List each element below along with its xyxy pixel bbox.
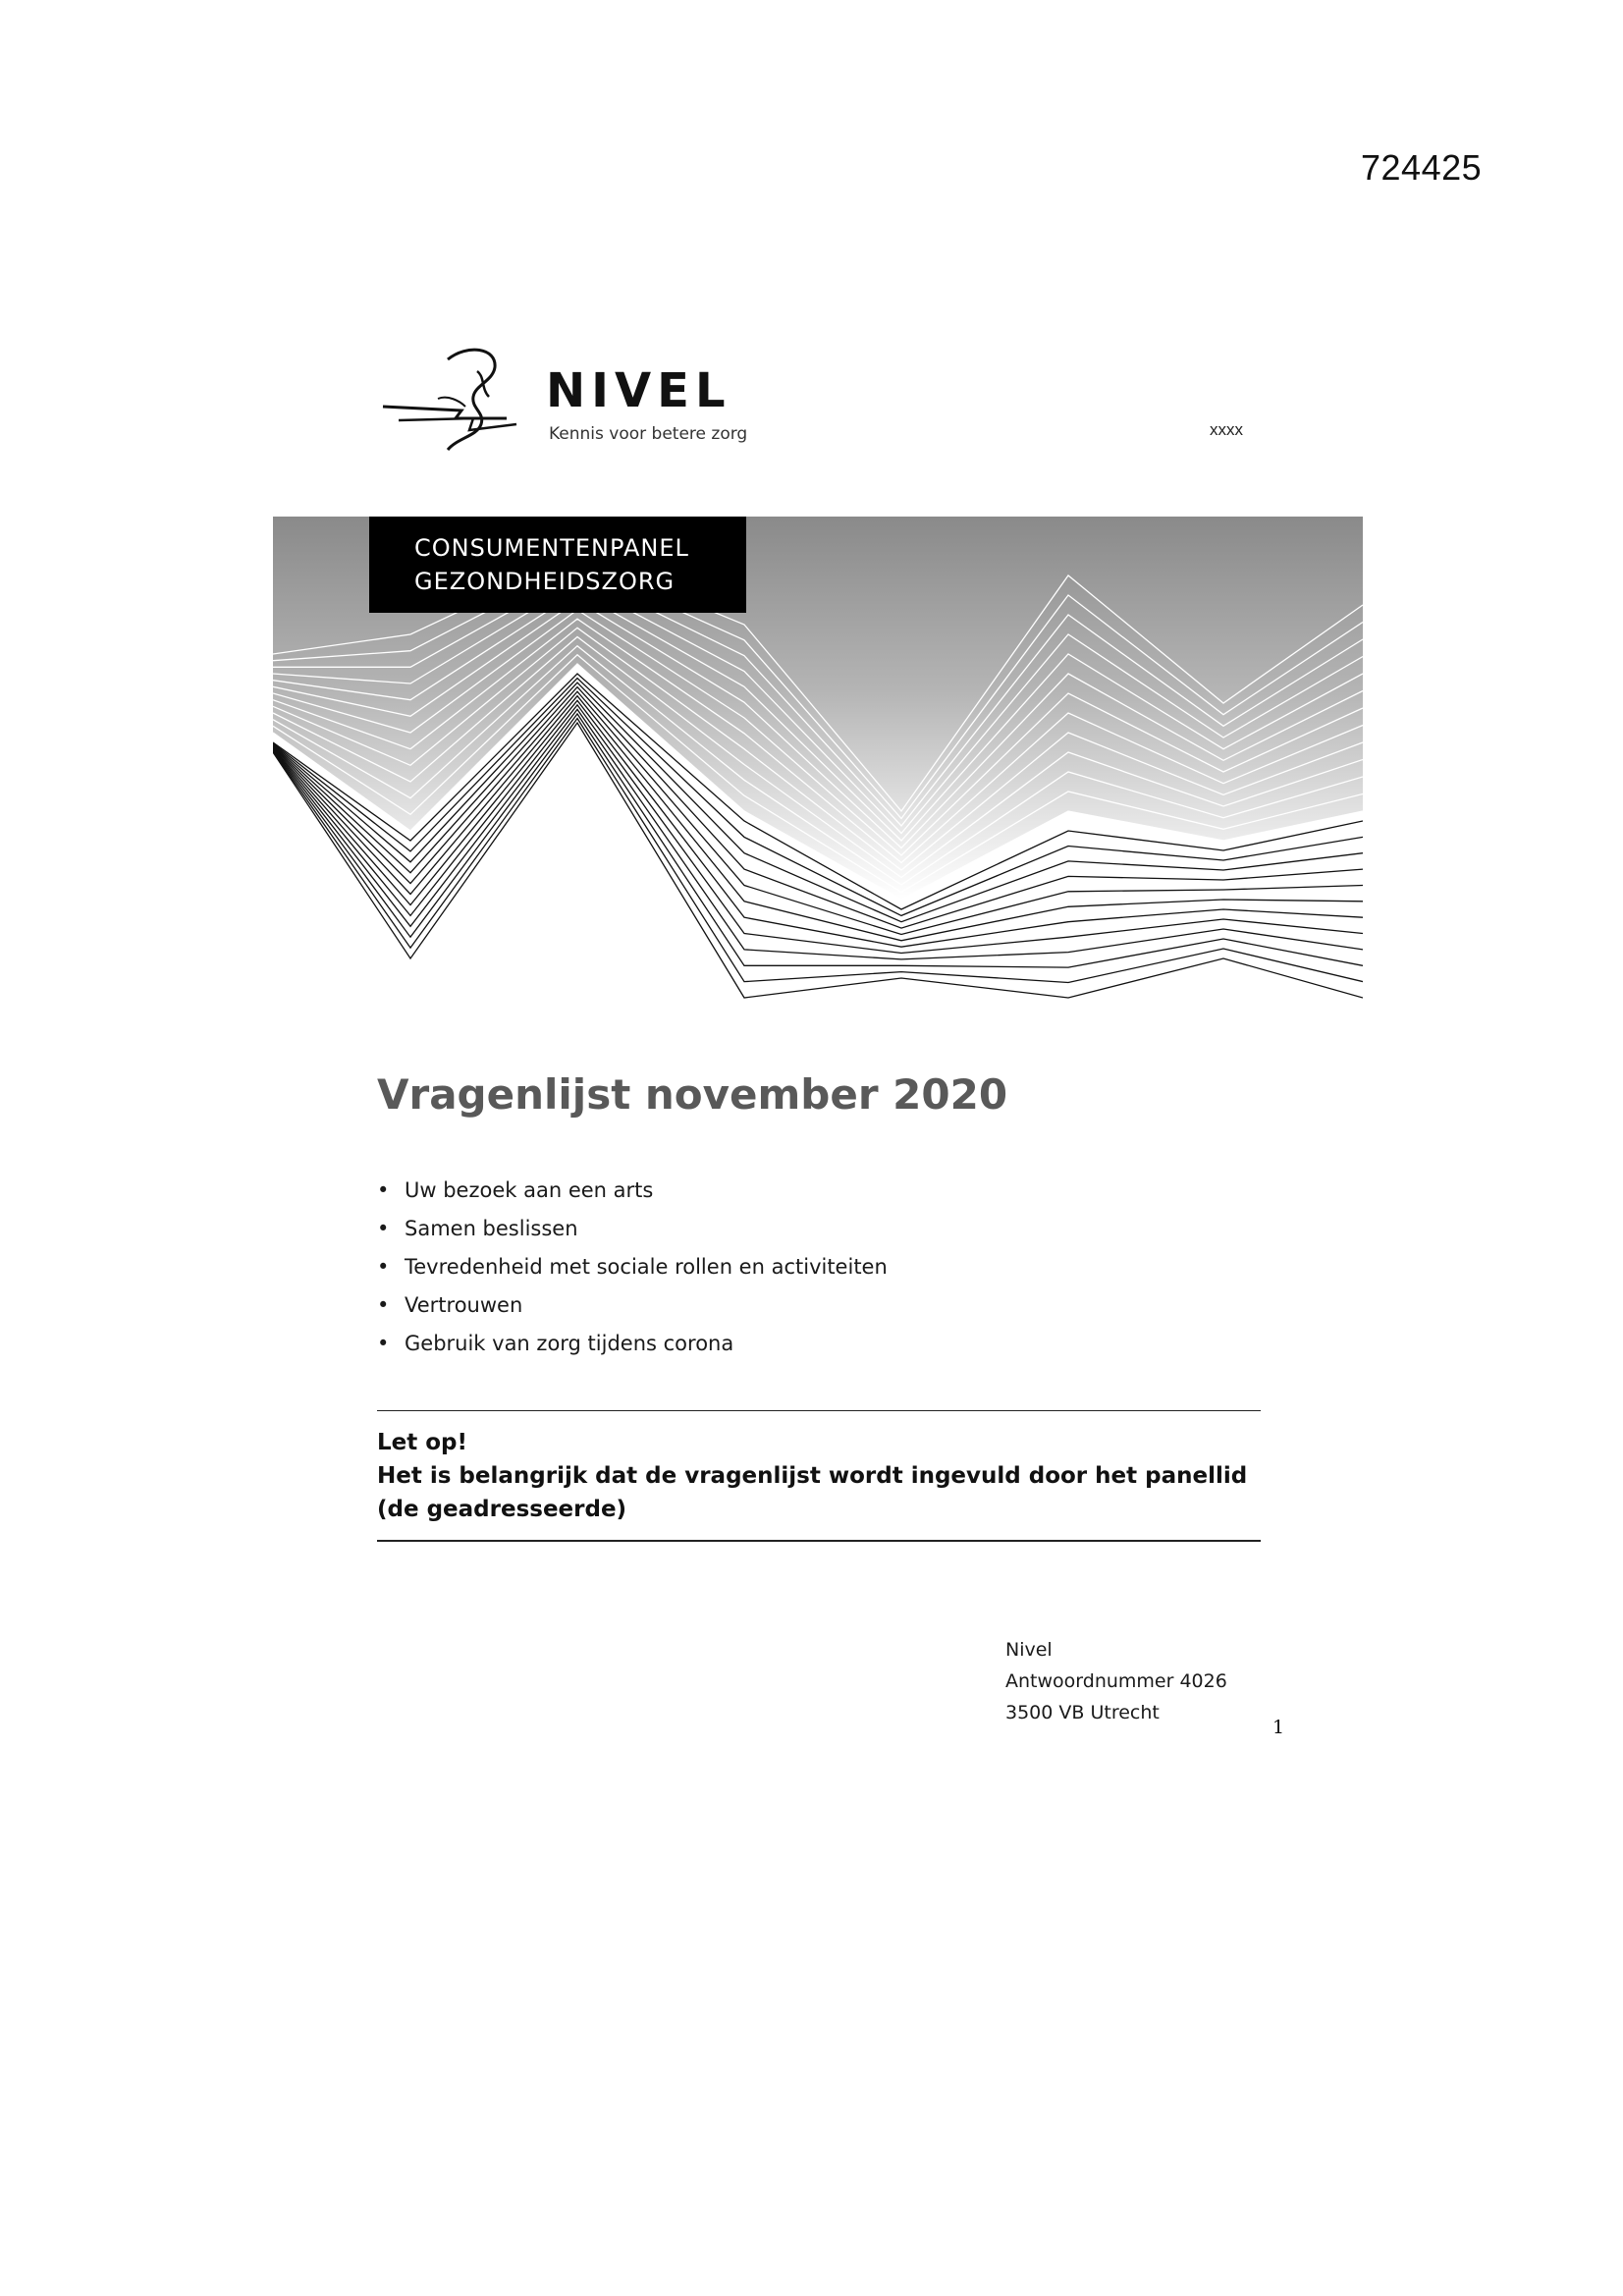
address-line-2: 3500 VB Utrecht bbox=[1005, 1702, 1160, 1723]
topic-item bbox=[377, 1178, 888, 1217]
topic-list bbox=[377, 1178, 888, 1370]
page-title: Vragenlijst november 2020 bbox=[377, 1070, 1008, 1119]
address-name: Nivel bbox=[1005, 1639, 1053, 1661]
bullet-icon: • bbox=[377, 1217, 390, 1240]
bullet-icon: • bbox=[377, 1332, 390, 1355]
notice-divider-top bbox=[377, 1410, 1261, 1411]
cover-banner bbox=[273, 517, 1363, 1008]
notice-heading: Let op! bbox=[377, 1430, 468, 1455]
topic-label: Gebruik van zorg tijdens corona bbox=[405, 1332, 734, 1355]
return-address bbox=[1005, 1634, 1227, 1728]
bullet-icon: • bbox=[377, 1178, 390, 1202]
notice-line-2: (de geadresseerde) bbox=[377, 1497, 627, 1522]
topic-item bbox=[377, 1217, 888, 1255]
panel-label bbox=[369, 517, 746, 613]
topic-label: Tevredenheid met sociale rollen en activiteiten bbox=[405, 1255, 888, 1279]
topic-label: Samen beslissen bbox=[405, 1217, 578, 1240]
bullet-icon: • bbox=[377, 1255, 390, 1279]
bullet-icon: • bbox=[377, 1293, 390, 1317]
notice-line-1: Het is belangrijk dat de vragenlijst wordt ingevuld door het panellid bbox=[377, 1463, 1248, 1489]
panel-label-line-1: CONSUMENTENPANEL bbox=[414, 534, 689, 562]
logo-tagline: Kennis voor betere zorg bbox=[549, 424, 748, 444]
topic-item bbox=[377, 1293, 888, 1332]
reference-code: xxxx bbox=[1210, 420, 1243, 439]
nivel-logo bbox=[379, 342, 752, 460]
logo-name: NIVEL bbox=[546, 363, 731, 418]
topic-item bbox=[377, 1255, 888, 1293]
topic-label: Uw bezoek aan een arts bbox=[405, 1178, 654, 1202]
panel-label-line-2: GEZONDHEIDSZORG bbox=[414, 568, 676, 595]
notice-box bbox=[377, 1426, 1247, 1526]
nivel-logo-mark bbox=[379, 342, 536, 460]
document-id: 724425 bbox=[1361, 147, 1483, 188]
topic-label: Vertrouwen bbox=[405, 1293, 523, 1317]
page-number: 1 bbox=[1272, 1717, 1285, 1738]
topic-item bbox=[377, 1332, 888, 1370]
address-line-1: Antwoordnummer 4026 bbox=[1005, 1670, 1227, 1692]
notice-divider-bottom bbox=[377, 1540, 1261, 1542]
